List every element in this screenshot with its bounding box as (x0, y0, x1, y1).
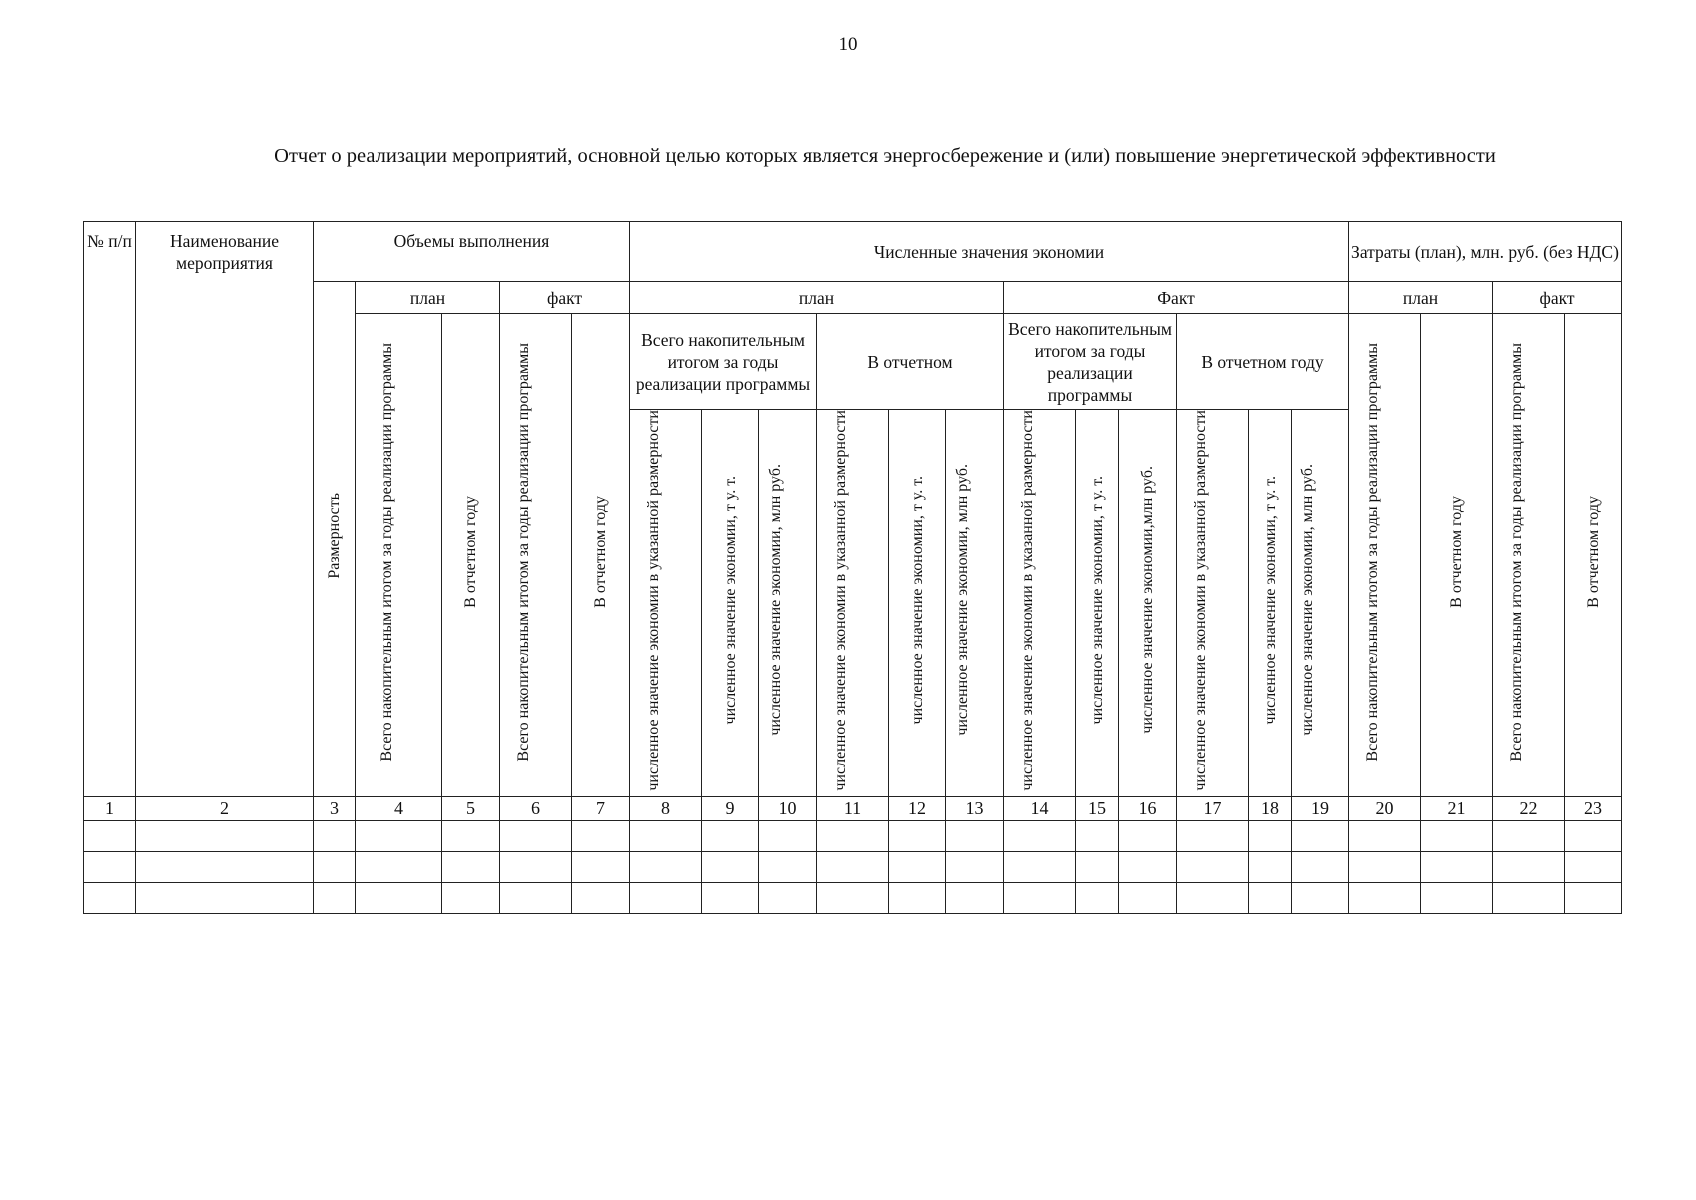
column-number-row (84, 796, 1622, 820)
header-vol-plan-year: В отчетном году (442, 314, 500, 797)
empty-cell (314, 882, 356, 913)
empty-cell (1119, 851, 1177, 882)
col-number: 15 (1076, 796, 1119, 820)
empty-cell (1565, 851, 1622, 882)
empty-cell (356, 882, 442, 913)
empty-table-row (84, 882, 1622, 913)
empty-cell (630, 820, 702, 851)
header-fact-report: В отчетном году (1177, 314, 1349, 410)
col-number: 2 (136, 796, 314, 820)
empty-cell (1076, 820, 1119, 851)
empty-cell (1421, 851, 1493, 882)
empty-cell (1292, 882, 1349, 913)
header-size: Размерность (314, 282, 356, 797)
empty-cell (946, 820, 1004, 851)
empty-cell (1493, 820, 1565, 851)
header-col-8: численное значение экономии в указанной размерности (630, 410, 702, 797)
col-number: 8 (630, 796, 702, 820)
empty-cell (1119, 882, 1177, 913)
empty-cell (759, 851, 817, 882)
empty-cell (946, 882, 1004, 913)
empty-cell (356, 851, 442, 882)
header-col-19: численное значение экономии, млн руб. (1292, 410, 1349, 797)
header-plan-total: Всего накопительным итогом за годы реализации программы (630, 314, 817, 410)
empty-cell (817, 882, 889, 913)
header-costs-plan: план (1349, 282, 1493, 314)
col-number: 17 (1177, 796, 1249, 820)
empty-cell (572, 882, 630, 913)
empty-cell (1004, 820, 1076, 851)
empty-cell (630, 851, 702, 882)
col-number: 9 (702, 796, 759, 820)
empty-cell (1493, 851, 1565, 882)
empty-cell (759, 882, 817, 913)
report-table (83, 221, 1622, 914)
col-number: 22 (1493, 796, 1565, 820)
header-col-11: численное значение экономии в указанной размерности (817, 410, 889, 797)
empty-cell (356, 820, 442, 851)
col-number: 19 (1292, 796, 1349, 820)
empty-cell (702, 820, 759, 851)
empty-cell (1349, 820, 1421, 851)
header-col-14: численное значение экономии в указанной размерности (1004, 410, 1076, 797)
header-volumes-plan: план (356, 282, 500, 314)
col-number: 12 (889, 796, 946, 820)
empty-cell (136, 882, 314, 913)
header-col-12: численное значение экономии, т у. т. (889, 410, 946, 797)
empty-cell (1565, 820, 1622, 851)
header-col-15: численное значение экономии, т у. т. (1076, 410, 1119, 797)
col-number: 5 (442, 796, 500, 820)
empty-cell (1249, 820, 1292, 851)
header-volumes-fact: факт (500, 282, 630, 314)
empty-cell (442, 851, 500, 882)
col-number: 4 (356, 796, 442, 820)
header-cost-fact-year: В отчетном году (1565, 314, 1622, 797)
empty-cell (572, 820, 630, 851)
header-savings-plan: план (630, 282, 1004, 314)
empty-cell (442, 820, 500, 851)
empty-cell (136, 820, 314, 851)
header-cost-fact-total: Всего накопительным итогом за годы реализации программы (1493, 314, 1565, 797)
col-number: 1 (84, 796, 136, 820)
col-number: 21 (1421, 796, 1493, 820)
col-number: 3 (314, 796, 356, 820)
header-cost-plan-year: В отчетном году (1421, 314, 1493, 797)
empty-cell (1119, 820, 1177, 851)
header-savings-fact: Факт (1004, 282, 1349, 314)
empty-cell (1493, 882, 1565, 913)
header-savings: Численные значения экономии (630, 222, 1349, 282)
col-number: 7 (572, 796, 630, 820)
header-vol-fact-year: В отчетном году (572, 314, 630, 797)
col-number: 16 (1119, 796, 1177, 820)
col-number: 13 (946, 796, 1004, 820)
empty-cell (759, 820, 817, 851)
empty-cell (500, 820, 572, 851)
empty-cell (817, 820, 889, 851)
empty-cell (442, 882, 500, 913)
page-number: 10 (838, 34, 858, 55)
empty-cell (572, 851, 630, 882)
empty-cell (1249, 882, 1292, 913)
header-col-17: численное значение экономии в указанной размерности (1177, 410, 1249, 797)
col-number: 10 (759, 796, 817, 820)
empty-cell (500, 851, 572, 882)
empty-cell (702, 851, 759, 882)
header-col-10: численное значение экономии, млн руб. (759, 410, 817, 797)
empty-cell (84, 820, 136, 851)
header-col-18: численное значение экономии, т у. т. (1249, 410, 1292, 797)
empty-cell (1421, 882, 1493, 913)
empty-cell (1421, 820, 1493, 851)
header-plan-report: В отчетном (817, 314, 1004, 410)
empty-cell (1292, 851, 1349, 882)
empty-cell (84, 851, 136, 882)
empty-cell (1177, 820, 1249, 851)
empty-cell (1349, 851, 1421, 882)
empty-cell (500, 882, 572, 913)
empty-cell (84, 882, 136, 913)
header-costs: Затраты (план), млн. руб. (без НДС) (1349, 222, 1622, 282)
col-number: 20 (1349, 796, 1421, 820)
empty-cell (1249, 851, 1292, 882)
header-col-13: численное значение экономии, млн руб. (946, 410, 1004, 797)
empty-cell (1292, 820, 1349, 851)
col-number: 23 (1565, 796, 1622, 820)
empty-cell (314, 820, 356, 851)
empty-cell (817, 851, 889, 882)
header-volumes: Объемы выполнения (314, 222, 630, 282)
col-number: 18 (1249, 796, 1292, 820)
empty-cell (314, 851, 356, 882)
empty-cell (630, 882, 702, 913)
col-number: 6 (500, 796, 572, 820)
header-col-16: численное значение экономии,млн руб. (1119, 410, 1177, 797)
header-vol-plan-total: Всего накопительным итогом за годы реализации программы (356, 314, 442, 797)
header-name: Наименование мероприятия (136, 222, 314, 797)
document-title: Отчет о реализации мероприятий, основной целью которых является энергосбережение и (или) повышение энергетической эффективности (274, 145, 1496, 167)
empty-cell (889, 882, 946, 913)
empty-cell (889, 851, 946, 882)
empty-cell (1076, 882, 1119, 913)
header-cost-plan-total: Всего накопительным итогом за годы реализации программы (1349, 314, 1421, 797)
empty-cell (946, 851, 1004, 882)
header-vol-fact-total: Всего накопительным итогом за годы реализации программы (500, 314, 572, 797)
empty-cell (1004, 882, 1076, 913)
empty-cell (1565, 882, 1622, 913)
col-number: 14 (1004, 796, 1076, 820)
empty-cell (702, 882, 759, 913)
header-fact-total: Всего накопительным итогом за годы реализации программы (1004, 314, 1177, 410)
header-col-9: численное значение экономии, т у. т. (702, 410, 759, 797)
empty-cell (889, 820, 946, 851)
empty-cell (1349, 882, 1421, 913)
col-number: 11 (817, 796, 889, 820)
header-no: № п/п (84, 222, 136, 797)
header-costs-fact: факт (1493, 282, 1622, 314)
empty-cell (1177, 851, 1249, 882)
empty-cell (1004, 851, 1076, 882)
empty-cell (1177, 882, 1249, 913)
empty-cell (136, 851, 314, 882)
empty-table-row (84, 851, 1622, 882)
empty-cell (1076, 851, 1119, 882)
empty-table-row (84, 820, 1622, 851)
